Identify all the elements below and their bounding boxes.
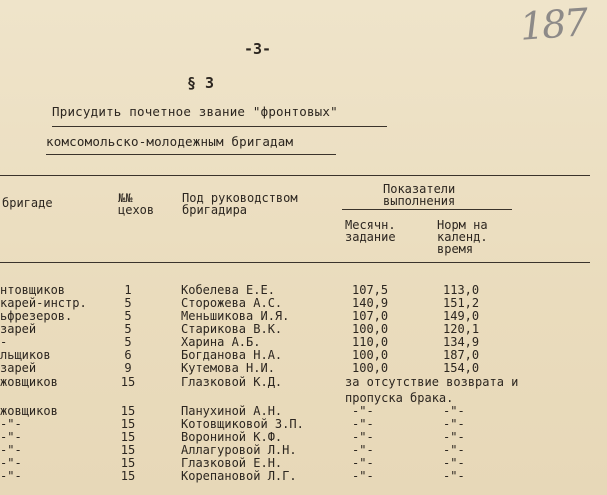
brigade-cell: -"- [0, 430, 22, 444]
table-row [0, 417, 607, 431]
norms-cell: 134,9 [443, 335, 480, 349]
table-header-rule [0, 262, 590, 263]
table-row [0, 375, 607, 389]
header-indicators: Показатели выполнения [383, 182, 456, 208]
note-line-1: за отсутствие возврата и [345, 375, 519, 389]
monthly-plan-cell: 100,0 [352, 361, 389, 375]
leader-cell: Харина А.Б. [181, 335, 261, 349]
norms-cell: -"- [443, 417, 465, 431]
monthly-plan-cell: -"- [352, 417, 374, 431]
norms-cell: 154,0 [443, 361, 480, 375]
table-row [0, 469, 607, 483]
monthly-plan-cell: -"- [352, 456, 374, 470]
monthly-plan-cell: 107,5 [352, 283, 389, 297]
leader-cell: Богданова Н.А. [181, 348, 283, 362]
brigade-cell: ьфрезеров. [0, 309, 73, 323]
norms-cell: 120,1 [443, 322, 480, 336]
shop-number-cell: 9 [124, 361, 132, 375]
leader-cell: Глазковой К.Д. [181, 375, 283, 389]
shop-number-cell: 15 [120, 404, 136, 418]
page-number: -3- [244, 40, 272, 58]
header-leader: Под руководством бригадира [182, 191, 298, 217]
monthly-plan-cell: 110,0 [352, 335, 389, 349]
leader-cell: Старикова В.К. [181, 322, 283, 336]
monthly-plan-cell: -"- [352, 430, 374, 444]
header-monthly-plan: Месячн. задание [345, 218, 396, 244]
table-row [0, 322, 607, 336]
brigade-cell: -"- [0, 417, 22, 431]
title-line-1: Присудить почетное звание "фронтовых" [52, 104, 338, 119]
archive-page-stamp: 187 [518, 0, 588, 49]
table-row [0, 443, 607, 457]
norms-cell: -"- [443, 404, 465, 418]
leader-cell: Панухиной А.Н. [181, 404, 283, 418]
table-row [0, 348, 607, 362]
norms-cell: 151,2 [443, 296, 480, 310]
norms-cell: -"- [443, 430, 465, 444]
table-row [0, 456, 607, 470]
shop-number-cell: 15 [120, 456, 136, 470]
brigade-cell: - [0, 335, 8, 349]
table-row [0, 296, 607, 310]
brigade-cell: льщиков [0, 348, 51, 362]
table-row [0, 283, 607, 297]
brigade-cell: -"- [0, 469, 22, 483]
monthly-plan-cell: -"- [352, 469, 374, 483]
leader-cell: Глазковой Е.Н. [181, 456, 283, 470]
shop-number-cell: 5 [124, 296, 132, 310]
norms-cell: -"- [443, 443, 465, 457]
leader-cell: Котовщиковой З.П. [181, 417, 304, 431]
monthly-plan-cell: 140,9 [352, 296, 389, 310]
table-row [0, 335, 607, 349]
brigade-cell: -"- [0, 456, 22, 470]
brigade-cell: зарей [0, 361, 37, 375]
norms-cell: 113,0 [443, 283, 480, 297]
brigade-cell: нтовщиков [0, 283, 66, 297]
monthly-plan-cell: 100,0 [352, 322, 389, 336]
monthly-plan-cell: 100,0 [352, 348, 389, 362]
header-shop-no: №№ цехов [118, 191, 155, 217]
leader-cell: Корепановой Л.Г. [181, 469, 297, 483]
brigade-cell: жовщиков [0, 404, 58, 418]
table-row [0, 309, 607, 323]
leader-cell: Сторожева А.С. [181, 296, 283, 310]
norms-cell: -"- [443, 456, 465, 470]
header-norms-calendar: Норм на календ. время [437, 218, 488, 256]
norms-cell: 149,0 [443, 309, 480, 323]
section-heading: § 3 [187, 74, 215, 92]
header-brigade: бригаде [2, 196, 53, 210]
table-row [0, 430, 607, 444]
brigade-cell: карей-инстр. [0, 296, 87, 310]
shop-number-cell: 15 [120, 430, 136, 444]
title-underline-1 [52, 126, 387, 127]
leader-cell: Меньшикова И.Я. [181, 309, 290, 323]
shop-number-cell: 1 [124, 283, 132, 297]
header-subrule [342, 209, 512, 210]
brigade-cell: зарей [0, 322, 37, 336]
shop-number-cell: 15 [120, 443, 136, 457]
leader-cell: Кобелева Е.Е. [181, 283, 275, 297]
shop-number-cell: 5 [124, 322, 132, 336]
shop-number-cell: 15 [120, 375, 136, 389]
norms-cell: -"- [443, 469, 465, 483]
title-line-2: комсомольско-молодежным бригадам [46, 134, 294, 149]
leader-cell: Кутемова Н.И. [181, 361, 275, 375]
table-row [0, 404, 607, 418]
leader-cell: Ворониной К.Ф. [181, 430, 283, 444]
monthly-plan-cell: 107,0 [352, 309, 389, 323]
shop-number-cell: 5 [124, 335, 132, 349]
brigade-cell: -"- [0, 443, 22, 457]
shop-number-cell: 15 [120, 469, 136, 483]
shop-number-cell: 5 [124, 309, 132, 323]
table-row [0, 361, 607, 375]
monthly-plan-cell: -"- [352, 443, 374, 457]
note-line-2: пропуска брака. [345, 391, 454, 405]
shop-number-cell: 15 [120, 417, 136, 431]
leader-cell: Аллагуровой Л.Н. [181, 443, 297, 457]
shop-number-cell: 6 [124, 348, 132, 362]
table-top-rule [0, 175, 590, 176]
brigade-cell: жовщиков [0, 375, 58, 389]
title-underline-2 [46, 154, 336, 155]
monthly-plan-cell: -"- [352, 404, 374, 418]
norms-cell: 187,0 [443, 348, 480, 362]
